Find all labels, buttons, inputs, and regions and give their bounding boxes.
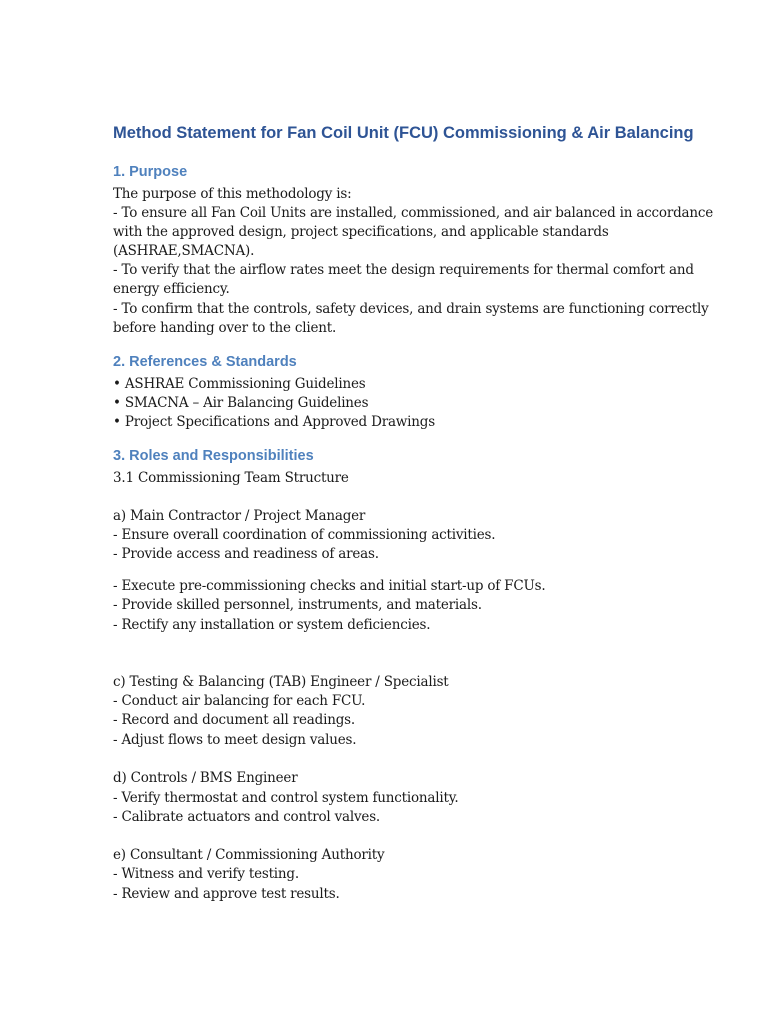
purpose-line: - To confirm that the controls, safety devices, and drain systems are functioning correctly	[113, 301, 709, 317]
reference-item: • ASHRAE Commissioning Guidelines	[113, 376, 366, 392]
document-title: Method Statement for Fan Coil Unit (FCU) Commissioning & Air Balancing	[113, 124, 694, 142]
consultant-duty: - Review and approve test results.	[113, 886, 340, 902]
references-heading: 2. References & Standards	[113, 354, 297, 370]
purpose-line: with the approved design, project specifications, and applicable standards	[113, 224, 609, 240]
purpose-line: - To ensure all Fan Coil Units are installed, commissioned, and air balanced in accordance	[113, 205, 714, 221]
consultant-title: e) Consultant / Commissioning Authority	[113, 847, 385, 863]
purpose-heading: 1. Purpose	[113, 164, 188, 180]
reference-item: • Project Specifications and Approved Drawings	[113, 414, 435, 430]
purpose-line: The purpose of this methodology is:	[113, 186, 352, 202]
roles-heading: 3. Roles and Responsibilities	[113, 448, 314, 464]
tab-engineer-duty: - Adjust flows to meet design values.	[113, 732, 357, 748]
mep-contractor-duty: - Provide skilled personnel, instruments, and materials.	[113, 597, 482, 613]
mep-contractor-duty: - Rectify any installation or system deficiencies.	[113, 617, 431, 633]
tab-engineer-duty: - Conduct air balancing for each FCU.	[113, 693, 366, 709]
consultant-duty: - Witness and verify testing.	[113, 866, 299, 882]
controls-engineer-title: d) Controls / BMS Engineer	[113, 770, 298, 786]
reference-item: • SMACNA – Air Balancing Guidelines	[113, 395, 369, 411]
main-contractor-duty: - Provide access and readiness of areas.	[113, 546, 379, 562]
controls-engineer-duty: - Calibrate actuators and control valves.	[113, 809, 381, 825]
tab-engineer-title: c) Testing & Balancing (TAB) Engineer / Specialist	[113, 674, 449, 690]
controls-engineer-duty: - Verify thermostat and control system functionality.	[113, 790, 459, 806]
purpose-line: - To verify that the airflow rates meet the design requirements for thermal comfort and	[113, 262, 694, 278]
main-contractor-title: a) Main Contractor / Project Manager	[113, 508, 366, 524]
purpose-line: before handing over to the client.	[113, 320, 337, 336]
mep-contractor-duty: - Execute pre-commissioning checks and initial start-up of FCUs.	[113, 578, 546, 594]
purpose-line: (ASHRAE,SMACNA).	[113, 243, 255, 259]
tab-engineer-duty: - Record and document all readings.	[113, 712, 355, 728]
main-contractor-duty: - Ensure overall coordination of commissioning activities.	[113, 527, 496, 543]
purpose-line: energy efficiency.	[113, 281, 230, 297]
roles-subheading: 3.1 Commissioning Team Structure	[113, 470, 349, 486]
